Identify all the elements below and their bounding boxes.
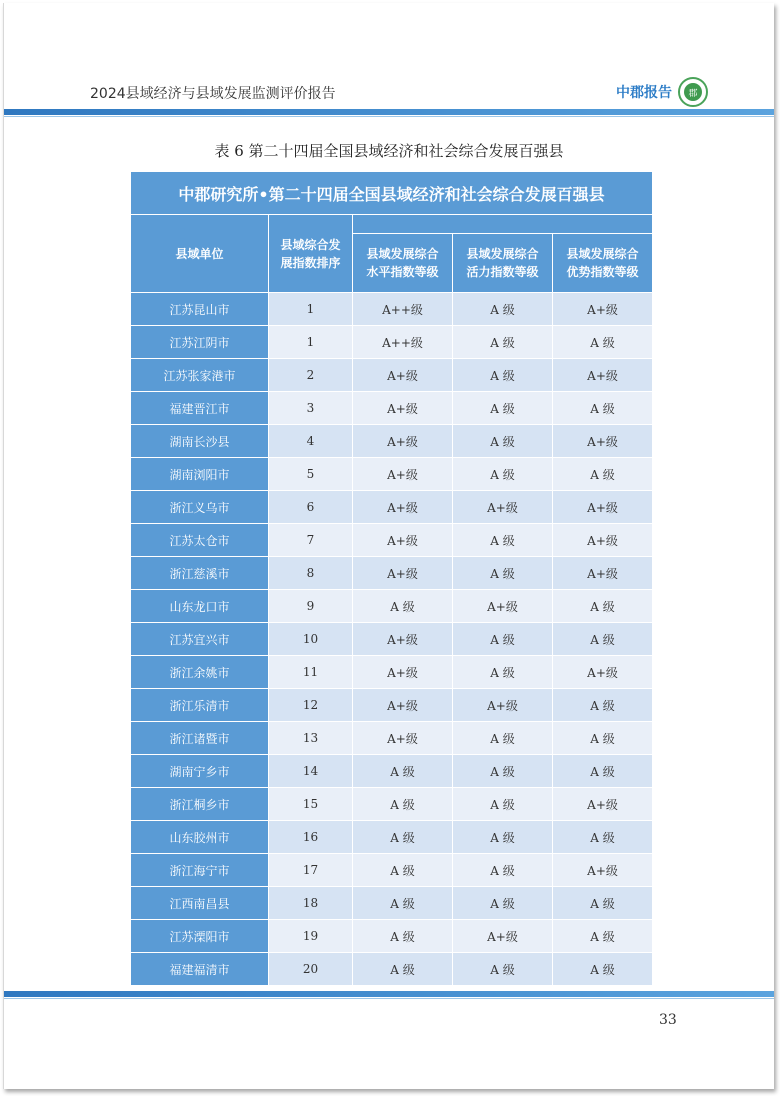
- table-row: [131, 326, 653, 359]
- cell-advantage: A 级: [553, 326, 653, 359]
- table-row: [131, 293, 653, 326]
- cell-rank: 15: [269, 788, 353, 821]
- brand-text: 中郡报告: [616, 85, 672, 101]
- table-body: [131, 293, 653, 986]
- cell-vitality: A 级: [453, 656, 553, 689]
- cell-vitality: A 级: [453, 623, 553, 656]
- cell-level: A+级: [353, 524, 453, 557]
- cell-vitality: A 级: [453, 524, 553, 557]
- col-header-level: [353, 234, 453, 293]
- table-row: [131, 590, 653, 623]
- cell-advantage: A 级: [553, 920, 653, 953]
- col-header-unit: 县域单位: [131, 215, 269, 293]
- col-header-rank-line2: 展指数排序: [280, 255, 341, 270]
- cell-rank: 16: [269, 821, 353, 854]
- cell-advantage: A+级: [553, 854, 653, 887]
- cell-unit: 浙江义乌市: [131, 491, 269, 524]
- cell-rank: 1: [269, 326, 353, 359]
- cell-vitality: A+级: [453, 590, 553, 623]
- cell-vitality: A 级: [453, 854, 553, 887]
- cell-vitality: A+级: [453, 920, 553, 953]
- table-row: [131, 557, 653, 590]
- table-row: [131, 623, 653, 656]
- cell-unit: 江苏昆山市: [131, 293, 269, 326]
- cell-vitality: A 级: [453, 821, 553, 854]
- cell-advantage: A+级: [553, 656, 653, 689]
- cell-rank: 3: [269, 392, 353, 425]
- col-header-advantage-line2: 优势指数等级: [566, 265, 639, 279]
- table-row: [131, 755, 653, 788]
- cell-advantage: A 级: [553, 887, 653, 920]
- cell-advantage: A+级: [553, 788, 653, 821]
- cell-unit: 浙江慈溪市: [131, 557, 269, 590]
- cell-rank: 6: [269, 491, 353, 524]
- cell-advantage: A 级: [553, 623, 653, 656]
- cell-unit: 江苏溧阳市: [131, 920, 269, 953]
- col-header-vitality: [453, 234, 553, 293]
- footer-rule: [4, 991, 774, 997]
- cell-level: A 级: [353, 788, 453, 821]
- cell-unit: 浙江海宁市: [131, 854, 269, 887]
- cell-level: A+级: [353, 359, 453, 392]
- cell-rank: 14: [269, 755, 353, 788]
- brand-logo-char: 郡: [684, 83, 702, 101]
- cell-advantage: A 级: [553, 722, 653, 755]
- cell-advantage: A 级: [553, 689, 653, 722]
- table-row: [131, 392, 653, 425]
- cell-level: A 级: [353, 854, 453, 887]
- cell-rank: 2: [269, 359, 353, 392]
- cell-unit: 浙江诸暨市: [131, 722, 269, 755]
- table-row: [131, 887, 653, 920]
- cell-advantage: A+级: [553, 359, 653, 392]
- cell-rank: 12: [269, 689, 353, 722]
- cell-level: A 级: [353, 590, 453, 623]
- header-rule: [4, 109, 774, 115]
- table-row: [131, 689, 653, 722]
- ranking-table: [130, 171, 653, 986]
- cell-level: A 级: [353, 920, 453, 953]
- header-title: 2024县域经济与县域发展监测评价报告: [90, 86, 336, 102]
- table-row: [131, 821, 653, 854]
- cell-vitality: A 级: [453, 359, 553, 392]
- table-row: [131, 524, 653, 557]
- cell-unit: 福建晋江市: [131, 392, 269, 425]
- cell-unit: 湖南宁乡市: [131, 755, 269, 788]
- page: [3, 3, 774, 1089]
- cell-level: A++级: [353, 293, 453, 326]
- cell-level: A+级: [353, 491, 453, 524]
- cell-rank: 17: [269, 854, 353, 887]
- cell-advantage: A 级: [553, 590, 653, 623]
- cell-rank: 19: [269, 920, 353, 953]
- cell-vitality: A 级: [453, 722, 553, 755]
- cell-vitality: A 级: [453, 953, 553, 986]
- cell-vitality: A 级: [453, 788, 553, 821]
- cell-rank: 10: [269, 623, 353, 656]
- col-header-rank-line1: 县域综合发: [280, 237, 341, 252]
- table-row: [131, 920, 653, 953]
- cell-unit: 浙江乐清市: [131, 689, 269, 722]
- header-rule-thin: [4, 116, 774, 117]
- brand-logo-icon: [678, 77, 708, 107]
- cell-vitality: A 级: [453, 326, 553, 359]
- cell-level: A+级: [353, 623, 453, 656]
- cell-rank: 11: [269, 656, 353, 689]
- cell-level: A 级: [353, 755, 453, 788]
- col-header-advantage: [553, 234, 653, 293]
- footer-rule-thin: [4, 998, 774, 999]
- col-header-advantage-line1: 县域发展综合: [566, 247, 639, 261]
- cell-level: A 级: [353, 821, 453, 854]
- cell-unit: 江苏张家港市: [131, 359, 269, 392]
- cell-rank: 9: [269, 590, 353, 623]
- cell-advantage: A+级: [553, 425, 653, 458]
- cell-level: A+级: [353, 557, 453, 590]
- cell-advantage: A+级: [553, 491, 653, 524]
- cell-level: A+级: [353, 425, 453, 458]
- cell-advantage: A 级: [553, 953, 653, 986]
- table-row: [131, 458, 653, 491]
- cell-unit: 江苏宜兴市: [131, 623, 269, 656]
- cell-unit: 山东龙口市: [131, 590, 269, 623]
- table-row: [131, 854, 653, 887]
- cell-unit: 湖南长沙县: [131, 425, 269, 458]
- table-title: 中郡研究所•第二十四届全国县域经济和社会综合发展百强县: [131, 172, 653, 215]
- cell-vitality: A+级: [453, 491, 553, 524]
- cell-vitality: A 级: [453, 293, 553, 326]
- cell-rank: 13: [269, 722, 353, 755]
- cell-unit: 湖南浏阳市: [131, 458, 269, 491]
- cell-rank: 8: [269, 557, 353, 590]
- cell-rank: 20: [269, 953, 353, 986]
- cell-vitality: A 级: [453, 755, 553, 788]
- cell-advantage: A+级: [553, 293, 653, 326]
- cell-vitality: A 级: [453, 425, 553, 458]
- header-spacer: [353, 215, 653, 234]
- cell-unit: 福建福清市: [131, 953, 269, 986]
- cell-unit: 江苏太仓市: [131, 524, 269, 557]
- cell-unit: 山东胶州市: [131, 821, 269, 854]
- cell-advantage: A+级: [553, 524, 653, 557]
- cell-level: A+级: [353, 392, 453, 425]
- cell-rank: 4: [269, 425, 353, 458]
- cell-vitality: A+级: [453, 689, 553, 722]
- cell-level: A+级: [353, 656, 453, 689]
- cell-rank: 5: [269, 458, 353, 491]
- cell-rank: 7: [269, 524, 353, 557]
- cell-rank: 1: [269, 293, 353, 326]
- cell-level: A++级: [353, 326, 453, 359]
- cell-vitality: A 级: [453, 392, 553, 425]
- table-row: [131, 788, 653, 821]
- cell-advantage: A 级: [553, 755, 653, 788]
- cell-level: A+级: [353, 458, 453, 491]
- cell-vitality: A 级: [453, 458, 553, 491]
- cell-unit: 江苏江阴市: [131, 326, 269, 359]
- cell-unit: 浙江桐乡市: [131, 788, 269, 821]
- cell-advantage: A 级: [553, 458, 653, 491]
- cell-vitality: A 级: [453, 887, 553, 920]
- col-header-vitality-line1: 县域发展综合: [466, 247, 539, 261]
- page-number: 33: [659, 1012, 677, 1028]
- cell-advantage: A+级: [553, 557, 653, 590]
- cell-vitality: A 级: [453, 557, 553, 590]
- col-header-rank: [269, 215, 353, 293]
- cell-advantage: A 级: [553, 392, 653, 425]
- cell-level: A 级: [353, 887, 453, 920]
- cell-unit: 浙江余姚市: [131, 656, 269, 689]
- table-row: [131, 953, 653, 986]
- table-row: [131, 425, 653, 458]
- table-row: [131, 722, 653, 755]
- cell-level: A+级: [353, 689, 453, 722]
- table-caption: 表 6 第二十四届全国县域经济和社会综合发展百强县: [214, 142, 564, 160]
- cell-level: A+级: [353, 722, 453, 755]
- cell-rank: 18: [269, 887, 353, 920]
- table-row: [131, 656, 653, 689]
- table-row: [131, 359, 653, 392]
- col-header-level-line1: 县域发展综合: [366, 247, 439, 261]
- cell-unit: 江西南昌县: [131, 887, 269, 920]
- cell-level: A 级: [353, 953, 453, 986]
- cell-advantage: A 级: [553, 821, 653, 854]
- brand: [616, 77, 708, 107]
- table-row: [131, 491, 653, 524]
- col-header-vitality-line2: 活力指数等级: [466, 265, 539, 279]
- col-header-level-line2: 水平指数等级: [366, 265, 439, 279]
